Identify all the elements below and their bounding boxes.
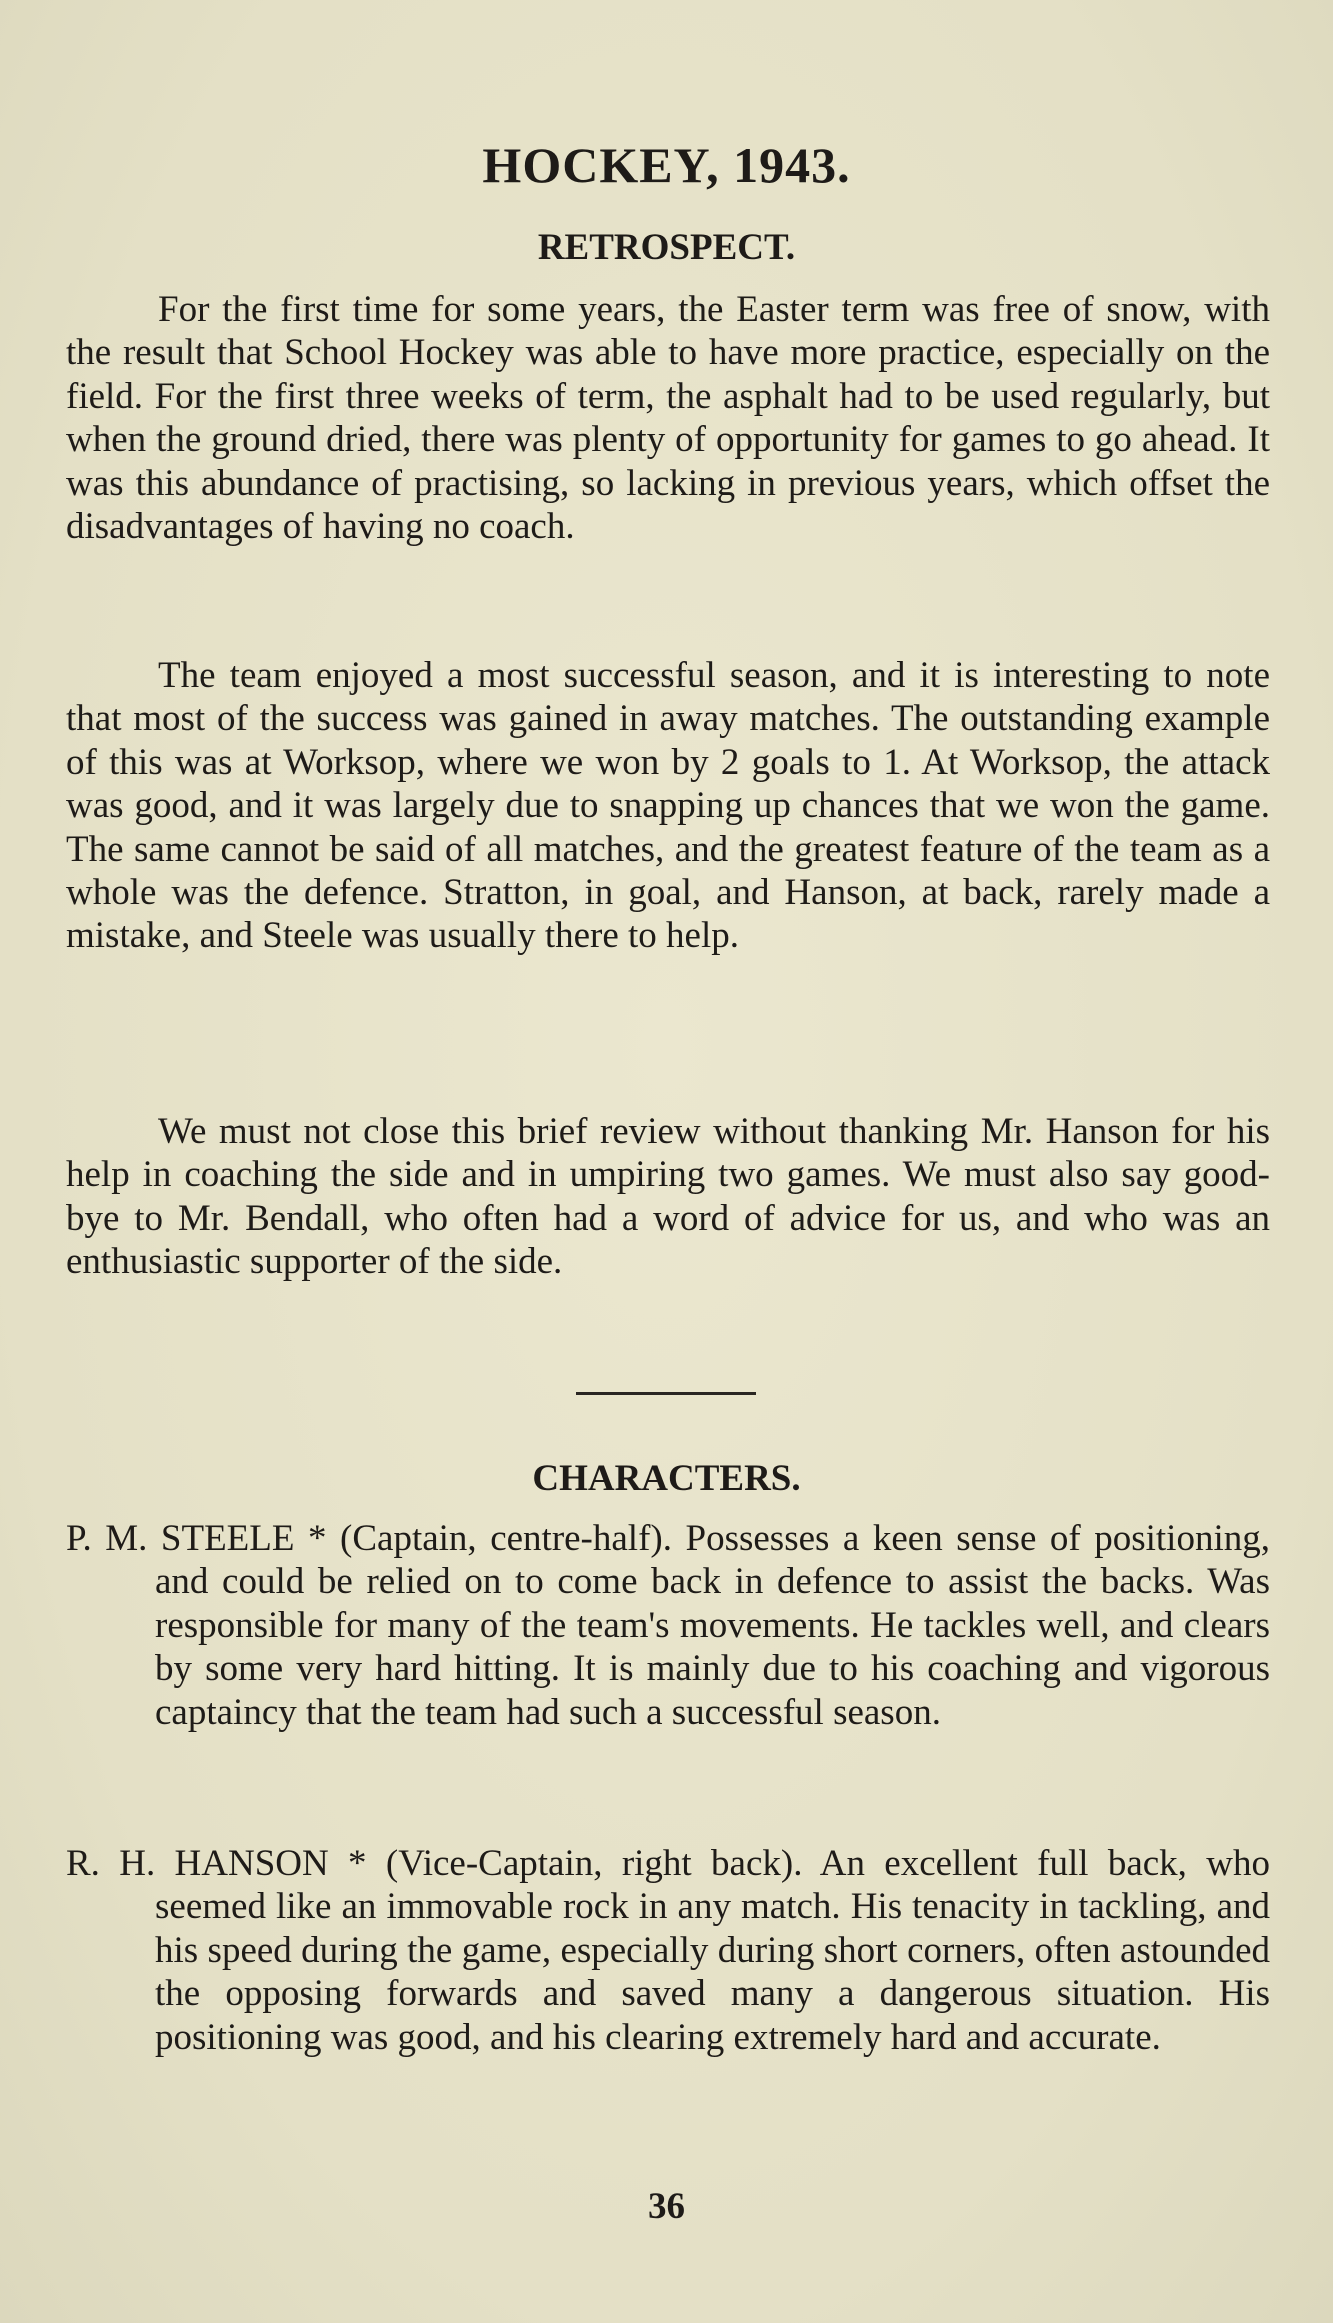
retrospect-paragraph-2: The team enjoyed a most successful season, and it is interesting to note that most of the success was gained in away matches. The outstanding example of this was at Worksop, where we won by 2 goals to 1. At Worksop, the attack was good, and it was largely due to snapping up chances that we won the game. The same cannot be said of all matches, and the greatest feature of the team as a whole was the defence. Stratton, in goal, and Hanson, at back, rarely made a mistake, and Steele was usually there to help. (66, 655, 1270, 957)
retrospect-paragraph-3: We must not close this brief review without thanking Mr. Hanson for his help in coaching the side and in umpiring two games. We must also say good-bye to Mr. Bendall, who often had a word of advice for us, and who was an enthusiastic supporter of the side. (66, 1111, 1270, 1283)
retrospect-paragraph-1: For the first time for some years, the Easter term was free of snow, with the result that School Hockey was able to have more practice, especially on the field. For the first three weeks of term, the asphalt had to be used regularly, but when the ground dried, there was plenty of opportunity for games to go ahead. It was this abundance of practising, so lacking in previous years, which offset the disadvantages of having no coach. (66, 289, 1270, 548)
section-divider (576, 1392, 756, 1395)
character-entry-hanson: R. H. HANSON * (Vice-Captain, right back). An excellent full back, who seemed like an immovable rock in any match. His tenacity in tackling, and his speed during the game, especially during short corners, often astounded the opposing forwards and saved many a dangerous situation. His positioning was good, and his clearing extremely hard and accurate. (66, 1843, 1270, 2058)
character-entry-steele: P. M. STEELE * (Captain, centre-half). Possesses a keen sense of positioning, and could be relied on to come back in defence to assist the backs. Was responsible for many of the team's movements. He tackles well, and clears by some very hard hitting. It is mainly due to his coaching and vigorous captaincy that the team had such a successful season. (66, 1518, 1270, 1733)
characters-heading: CHARACTERS. (532, 1458, 801, 1499)
page-number: 36 (648, 2186, 685, 2227)
retrospect-heading: RETROSPECT. (537, 227, 796, 268)
page-title: HOCKEY, 1943. (482, 137, 851, 193)
